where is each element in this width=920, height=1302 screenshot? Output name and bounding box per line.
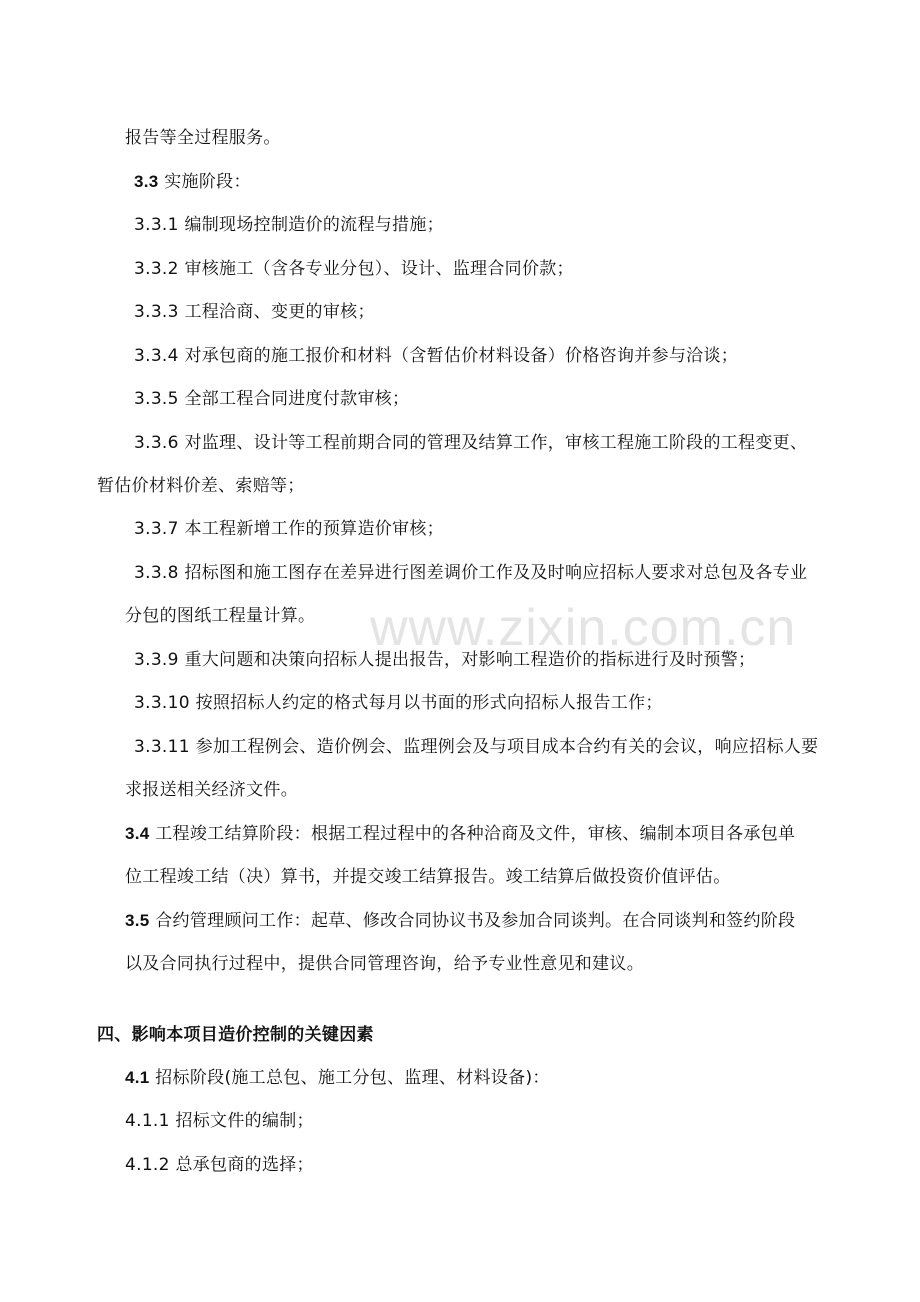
section-number: 4.1 bbox=[125, 1068, 150, 1087]
section-title: 实施阶段： bbox=[158, 172, 251, 192]
section-number: 3.5 bbox=[125, 911, 150, 930]
list-item-3-3-8-cont: 分包的图纸工程量计算。 bbox=[125, 606, 316, 626]
list-item-3-3-3: 3.3.3 工程洽商、变更的审核； bbox=[134, 302, 375, 322]
section-3-4-cont: 位工程竣工结（决）算书，并提交竣工结算报告。竣工结算后做投资价值评估。 bbox=[125, 867, 731, 887]
section-text: 合约管理顾问工作：起草、修改合同协议书及参加合同谈判。在合同谈判和签约阶段 bbox=[149, 911, 796, 931]
list-item-3-3-7: 3.3.7 本工程新增工作的预算造价审核； bbox=[134, 519, 444, 539]
paragraph-line: 报告等全过程服务。 bbox=[125, 128, 281, 148]
list-item-3-3-2: 3.3.2 审核施工（含各专业分包）、设计、监理合同价款； bbox=[134, 259, 574, 279]
list-item-3-3-5: 3.3.5 全部工程合同进度付款审核； bbox=[134, 389, 410, 409]
list-item-3-3-9: 3.3.9 重大问题和决策向招标人提出报告，对影响工程造价的指标进行及时预警； bbox=[134, 650, 756, 670]
section-3-4 bbox=[125, 822, 795, 846]
section-3-5 bbox=[125, 909, 795, 933]
list-item-3-3-4: 3.3.4 对承包商的施工报价和材料（含暂估价材料设备）价格咨询并参与洽谈； bbox=[134, 346, 739, 366]
list-item-3-3-11: 3.3.11 参加工程例会、造价例会、监理例会及与项目成本合约有关的会议，响应招标人要 bbox=[134, 737, 819, 757]
list-item-4-1-1: 4.1.1 招标文件的编制； bbox=[125, 1111, 314, 1131]
section-4-1-title bbox=[125, 1066, 550, 1090]
section-number: 3.4 bbox=[125, 824, 150, 843]
section-number: 3.3 bbox=[134, 172, 159, 191]
chapter-4-heading: 四、影响本项目造价控制的关键因素 bbox=[97, 1025, 374, 1045]
list-item-3-3-11-cont: 求报送相关经济文件。 bbox=[125, 780, 298, 800]
section-3-3-title bbox=[134, 170, 251, 194]
list-item-3-3-8: 3.3.8 招标图和施工图存在差异进行图差调价工作及及时响应招标人要求对总包及各专业 bbox=[134, 563, 808, 583]
list-item-3-3-1: 3.3.1 编制现场控制造价的流程与措施； bbox=[134, 215, 444, 235]
watermark: www.zixin.com.cn bbox=[370, 599, 797, 657]
list-item-3-3-6: 3.3.6 对监理、设计等工程前期合同的管理及结算工作，审核工程施工阶段的工程变更、 bbox=[134, 433, 808, 453]
list-item-4-1-2: 4.1.2 总承包商的选择； bbox=[125, 1155, 314, 1175]
section-3-5-cont: 以及合同执行过程中，提供合同管理咨询，给予专业性意见和建议。 bbox=[125, 954, 644, 974]
list-item-3-3-10: 3.3.10 按照招标人约定的格式每月以书面的形式向招标人报告工作； bbox=[134, 693, 663, 713]
section-title: 招标阶段(施工总包、施工分包、监理、材料设备)： bbox=[149, 1068, 550, 1088]
list-item-3-3-6-cont: 暂估价材料价差、索赔等； bbox=[97, 476, 305, 496]
section-text: 工程竣工结算阶段：根据工程过程中的各种洽商及文件，审核、编制本项目各承包单 bbox=[149, 824, 796, 844]
